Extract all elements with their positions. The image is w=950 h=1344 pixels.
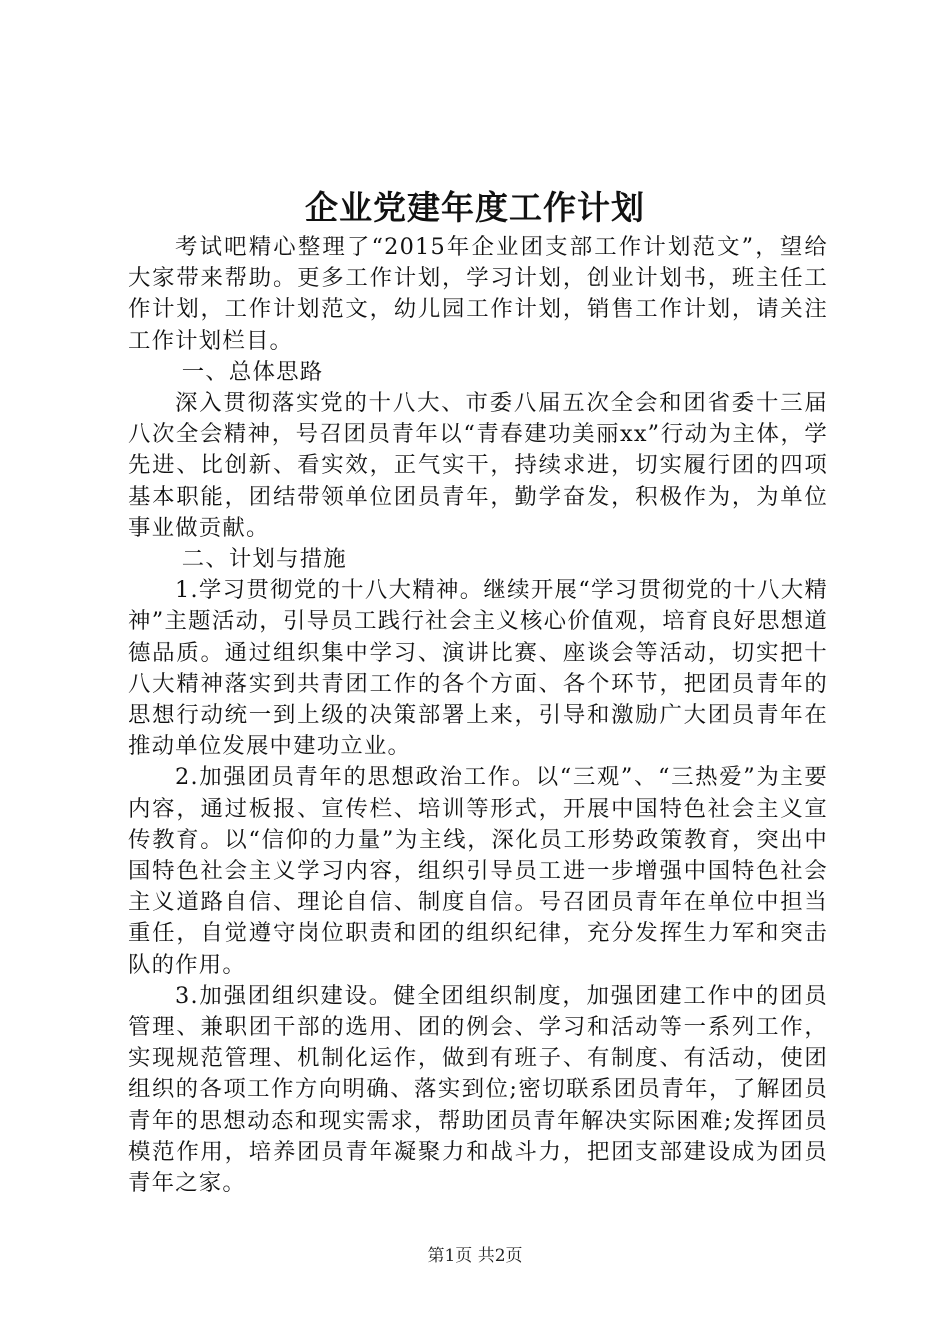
page-footer: 第1页 共2页	[427, 1246, 523, 1266]
section-heading-plan: 二、计划与措施	[181, 546, 347, 573]
document-body	[128, 232, 828, 1199]
section-heading-overall: 一、总体思路	[181, 358, 324, 385]
paragraph-item-3: 3.加强团组织建设。健全团组织制度，加强团建工作中的团员管理、兼职团干部的选用、团的例会、学习和活动等一系列工作，实现规范管理、机制化运作，做到有班子、有制度、有活动，使团组织的各项工作方向明确、落实到位;密切联系团员青年，了解团员青年的思想动态和现实需求，帮助团员青年解决实际困难;发挥团员模范作用，培养团员青年凝聚力和战斗力，把团支部建设成为团员青年之家。	[128, 982, 828, 1197]
paragraph-item-1: 1.学习贯彻党的十八大精神。继续开展“学习贯彻党的十八大精神”主题活动，引导员工践行社会主义核心价值观，培育良好思想道德品质。通过组织集中学习、演讲比赛、座谈会等活动，切实把十八大精神落实到共青团工作的各个方面、各个环节，把团员青年的思想行动统一到上级的决策部署上来，引导和激励广大团员青年在推动单位发展中建功立业。	[128, 577, 828, 760]
intro-paragraph: 考试吧精心整理了“2015年企业团支部工作计划范文”，望给大家带来帮助。更多工作计划，学习计划，创业计划书，班主任工作计划，工作计划范文，幼儿园工作计划，销售工作计划，请关注工作计划栏目。	[128, 234, 828, 354]
document-title: 企业党建年度工作计划	[305, 188, 645, 227]
paragraph-item-2: 2.加强团员青年的思想政治工作。以“三观”、“三热爱”为主要内容，通过板报、宣传栏、培训等形式，开展中国特色社会主义宣传教育。以“信仰的力量”为主线，深化员工形势政策教育，突出中国特色社会主义学习内容，组织引导员工进一步增强中国特色社会主义道路自信、理论自信、制度自信。号召团员青年在单位中担当重任，自觉遵守岗位职责和团的组织纪律，充分发挥生力军和突击队的作用。	[128, 764, 828, 978]
paragraph-overall: 深入贯彻落实党的十八大、市委八届五次全会和团省委十三届八次全会精神，号召团员青年以“青春建功美丽xx”行动为主体，学先进、比创新、看实效，正气实干，持续求进，切实履行团的四项基本职能，团结带领单位团员青年，勤学奋发，积极作为，为单位事业做贡献。	[128, 390, 828, 541]
